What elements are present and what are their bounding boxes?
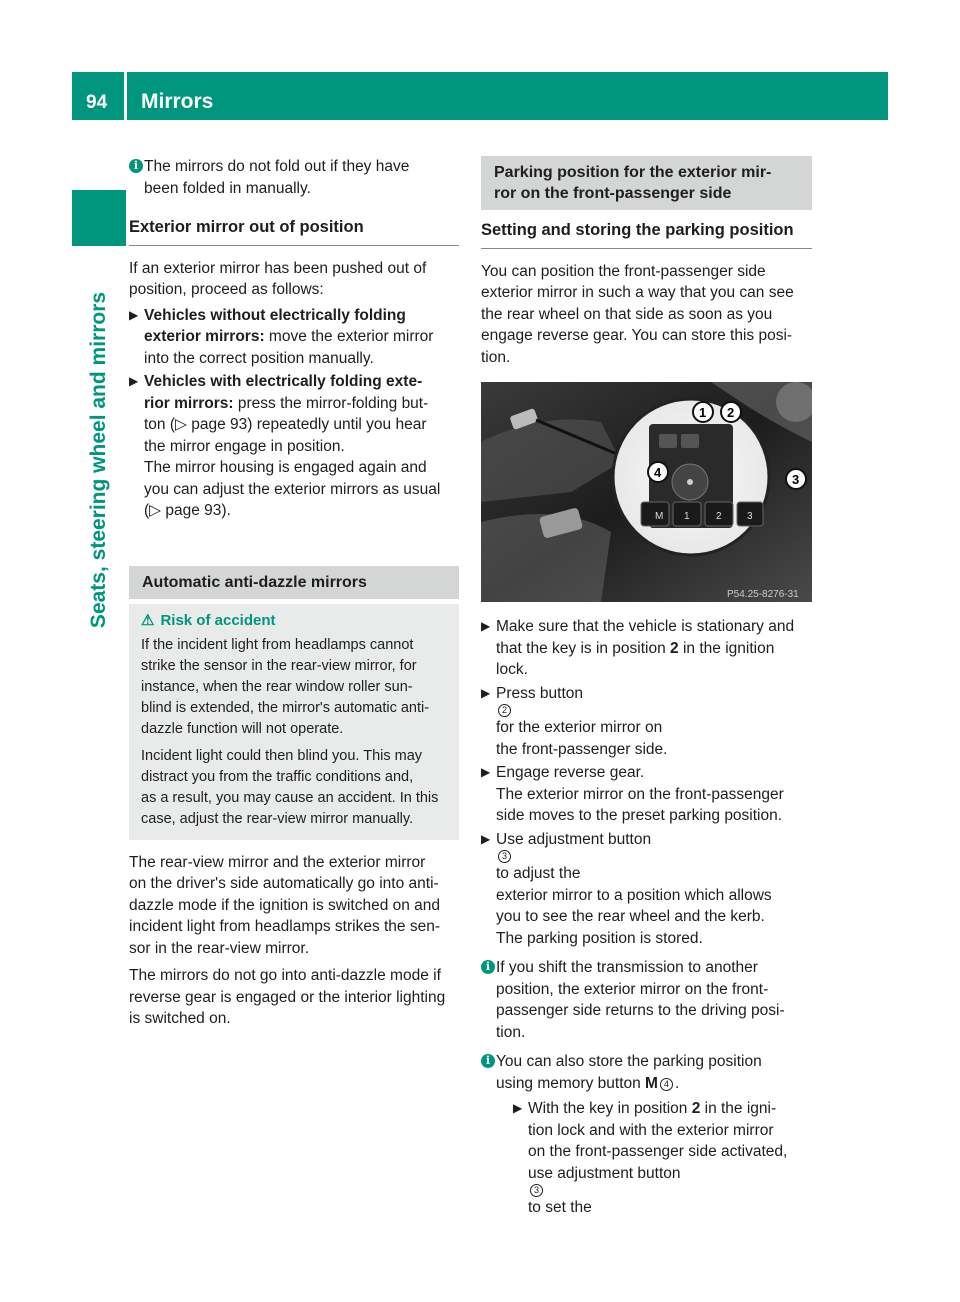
arrow-icon: ▶ — [481, 831, 491, 846]
paragraph: The mirrors do not go into anti-dazzle mode if reverse gear is engaged or the interior lighting is switched on. — [129, 967, 446, 1027]
button-2-ref: 2 — [498, 704, 511, 717]
paragraph: You can position the front-passenger side exterior mirror in such a way that you can see the rear wheel on that side as soon as you engage reverse gear. You can store this posi- tion. — [481, 262, 794, 366]
arrow-icon: ▶ — [481, 765, 491, 779]
instruction-step: ▶ Vehicles with electrically folding exte- rior mirrors: press the mirror-folding but- ton (▷ page 93) repeatedly until you hear the mirror engage in position. The mirror housing is engaged again and you can adjust the exterior mirrors as usual (▷ page 93). — [129, 373, 441, 519]
door-control-photo — [481, 382, 812, 602]
warning-triangle-icon: ⚠ — [141, 611, 155, 629]
photo-code: P54.25-8276-31 — [727, 589, 799, 600]
warning-box: ⚠ Risk of accident If the incident light from headlamps cannot strike the sensor in the rear-view mirror, for instance, when the rear window roller sun- blind is extended, the mirror's automatic anti- dazzle function will not operate. Incident light could then blind you. This may distract you from the traffic conditions and, as a result, you may cause an accident. In this case, adjust the rear-view mirror manually. — [129, 604, 459, 840]
svg-text:4: 4 — [654, 465, 662, 480]
page-title: Mirrors — [141, 90, 214, 113]
button-4-ref: 4 — [660, 1078, 673, 1091]
memory-button-m: M — [655, 511, 664, 522]
info-note: i If you shift the transmission to another position, the exterior mirror on the front- passenger side returns to the driving posi- tion. — [481, 957, 812, 1043]
instruction-step: ▶ Press button 2 for the exterior mirror on the front-passenger side. — [481, 684, 668, 758]
left-column — [129, 156, 459, 1034]
arrow-icon: ▶ — [481, 685, 491, 700]
memory-button-3: 3 — [747, 511, 753, 522]
info-icon: i — [481, 1054, 495, 1068]
paragraph: If an exterior mirror has been pushed out of position, proceed as follows: — [129, 259, 427, 298]
right-column — [481, 156, 812, 1221]
memory-button-1: 1 — [684, 511, 690, 522]
button-3-ref: 3 — [530, 1184, 543, 1197]
instruction-step: ▶ Make sure that the vehicle is stationary and that the key is in position 2 in the ignition lock. — [481, 618, 795, 678]
instruction-substep: ▶ With the key in position 2 in the igni- tion lock and with the exterior mirror on the front-passenger side activated, use adjustment button 3 to set the — [513, 1100, 788, 1216]
side-tab-marker — [72, 190, 126, 246]
header-divider — [124, 72, 127, 120]
paragraph: The rear-view mirror and the exterior mirror on the driver's side automatically go into anti- dazzle mode if the ignition is switched on and incident light from headlamps strikes the sen- sor in the rear-view mirror. — [129, 853, 441, 957]
section-heading: Exterior mirror out of position — [129, 217, 459, 246]
section-heading-bar: Parking position for the exterior mir- ror on the front-passenger side — [481, 156, 812, 210]
info-note: i You can also store the parking position using memory button M 4 . — [481, 1051, 812, 1094]
callout-2 — [721, 402, 741, 422]
callout-1 — [693, 402, 713, 422]
arrow-icon: ▶ — [513, 1101, 523, 1115]
info-icon: i — [481, 960, 495, 974]
instruction-step: ▶ Use adjustment button 3 to adjust the exterior mirror to a position which allows you to see the rear wheel and the kerb. The parking position is stored. — [481, 830, 772, 947]
callout-4 — [648, 462, 668, 482]
svg-text:3: 3 — [792, 472, 800, 487]
side-chapter-label: Seats, steering wheel and mirrors — [87, 291, 110, 629]
arrow-icon: ▶ — [129, 307, 139, 322]
page-number: 94 — [86, 92, 108, 113]
info-icon: i — [129, 159, 143, 173]
memory-button-2: 2 — [716, 511, 722, 522]
instruction-step: ▶ Engage reverse gear. The exterior mirror on the front-passenger side moves to the preset parking position. — [481, 764, 784, 824]
svg-text:2: 2 — [727, 405, 735, 420]
door-panel-illustration — [481, 382, 812, 602]
button-3-ref: 3 — [498, 850, 511, 863]
section-heading: Setting and storing the parking position — [481, 220, 812, 249]
arrow-icon: ▶ — [129, 374, 139, 388]
arrow-icon: ▶ — [481, 619, 491, 633]
instruction-step: ▶ Vehicles without electrically folding exterior mirrors: move the exterior mirror into the correct position manually. — [129, 306, 434, 367]
callout-3 — [786, 469, 806, 489]
svg-text:1: 1 — [699, 405, 707, 420]
section-heading-bar: Automatic anti-dazzle mirrors — [129, 566, 459, 599]
info-note: i The mirrors do not fold out if they have been folded in manually. — [129, 156, 459, 199]
